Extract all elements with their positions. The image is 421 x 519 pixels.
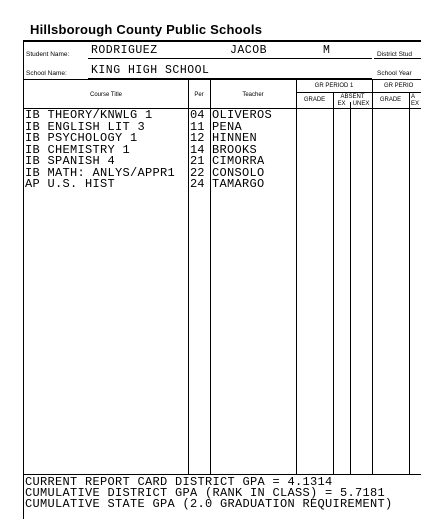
absent-unex-header: UNEX	[352, 101, 370, 107]
course-period: 14	[190, 142, 205, 157]
student-middle-initial: M	[323, 44, 331, 57]
period1-header: GR PERIOD 1	[314, 83, 354, 89]
per-header: Per	[194, 92, 204, 98]
col-divider-period2-a	[409, 92, 410, 474]
period-header-divider	[296, 92, 421, 93]
course-teacher: CIMORRA	[212, 154, 265, 168]
period2-ex-header: EX	[411, 101, 420, 107]
col-divider-period1	[296, 79, 297, 474]
course-teacher: OLIVEROS	[212, 108, 273, 122]
absent-ex-header: EX	[337, 101, 346, 107]
col-divider-teacher	[210, 79, 211, 474]
col-divider-unex	[350, 102, 351, 474]
course-title: IB ENGLISH LIT 3	[25, 119, 146, 134]
course-teacher: BROOKS	[212, 142, 258, 157]
cumulative-state-gpa: CUMULATIVE STATE GPA (2.0 GRADUATION REQUIREMENT)	[25, 497, 393, 511]
cumulative-district-gpa: CUMULATIVE DISTRICT GPA (RANK IN CLASS) = 5.7181	[25, 486, 386, 500]
course-title: IB MATH: ANLYS/APPR1	[25, 165, 176, 180]
course-title-header: Course Title	[89, 92, 122, 98]
district-student-underline	[374, 58, 421, 59]
report-frame-left	[23, 40, 24, 519]
period2-header: GR PERIO	[384, 83, 414, 89]
school-name: KING HIGH SCHOOL	[91, 64, 210, 77]
course-period: 21	[190, 154, 205, 168]
col-divider-absent	[333, 92, 334, 474]
period2-a-header: A	[411, 94, 416, 100]
report-frame-top	[23, 40, 421, 42]
course-title: IB THEORY/KNWLG 1	[25, 108, 153, 122]
col-divider-per	[188, 79, 189, 474]
district-student-label: District Stud	[377, 51, 413, 58]
grade-header: GRADE	[303, 97, 326, 103]
absent-header: ABSENT	[340, 94, 365, 100]
school-name-label: School Name:	[26, 70, 67, 77]
course-teacher: PENA	[212, 119, 243, 134]
course-period: 12	[190, 131, 205, 145]
student-first-name: JACOB	[230, 44, 268, 57]
teacher-header: Teacher	[242, 92, 264, 98]
student-name-label: Student Name:	[26, 51, 70, 58]
school-district-title: Hillsborough County Public Schools	[30, 22, 263, 37]
name-underline	[88, 58, 372, 59]
course-teacher: HINNEN	[212, 131, 258, 145]
course-period: 04	[190, 108, 205, 122]
school-year-label: School Year	[377, 70, 412, 77]
course-title: IB SPANISH 4	[25, 154, 116, 168]
course-period: 11	[190, 119, 205, 134]
table-top-line	[23, 79, 421, 80]
col-divider-period2	[372, 79, 373, 474]
course-period: 22	[190, 165, 205, 180]
grade2-header: GRADE	[379, 97, 402, 103]
student-last-name: RODRIGUEZ	[91, 44, 158, 57]
course-title: AP U.S. HIST	[25, 177, 116, 191]
course-title: IB CHEMISTRY 1	[25, 142, 131, 157]
course-title: IB PSYCHOLOGY 1	[25, 131, 138, 145]
course-teacher: TAMARGO	[212, 177, 265, 191]
course-period: 24	[190, 177, 205, 191]
course-teacher: CONSOLO	[212, 165, 265, 180]
gpa-summary	[25, 477, 393, 510]
current-district-gpa: CURRENT REPORT CARD DISTRICT GPA = 4.1314	[25, 475, 333, 489]
